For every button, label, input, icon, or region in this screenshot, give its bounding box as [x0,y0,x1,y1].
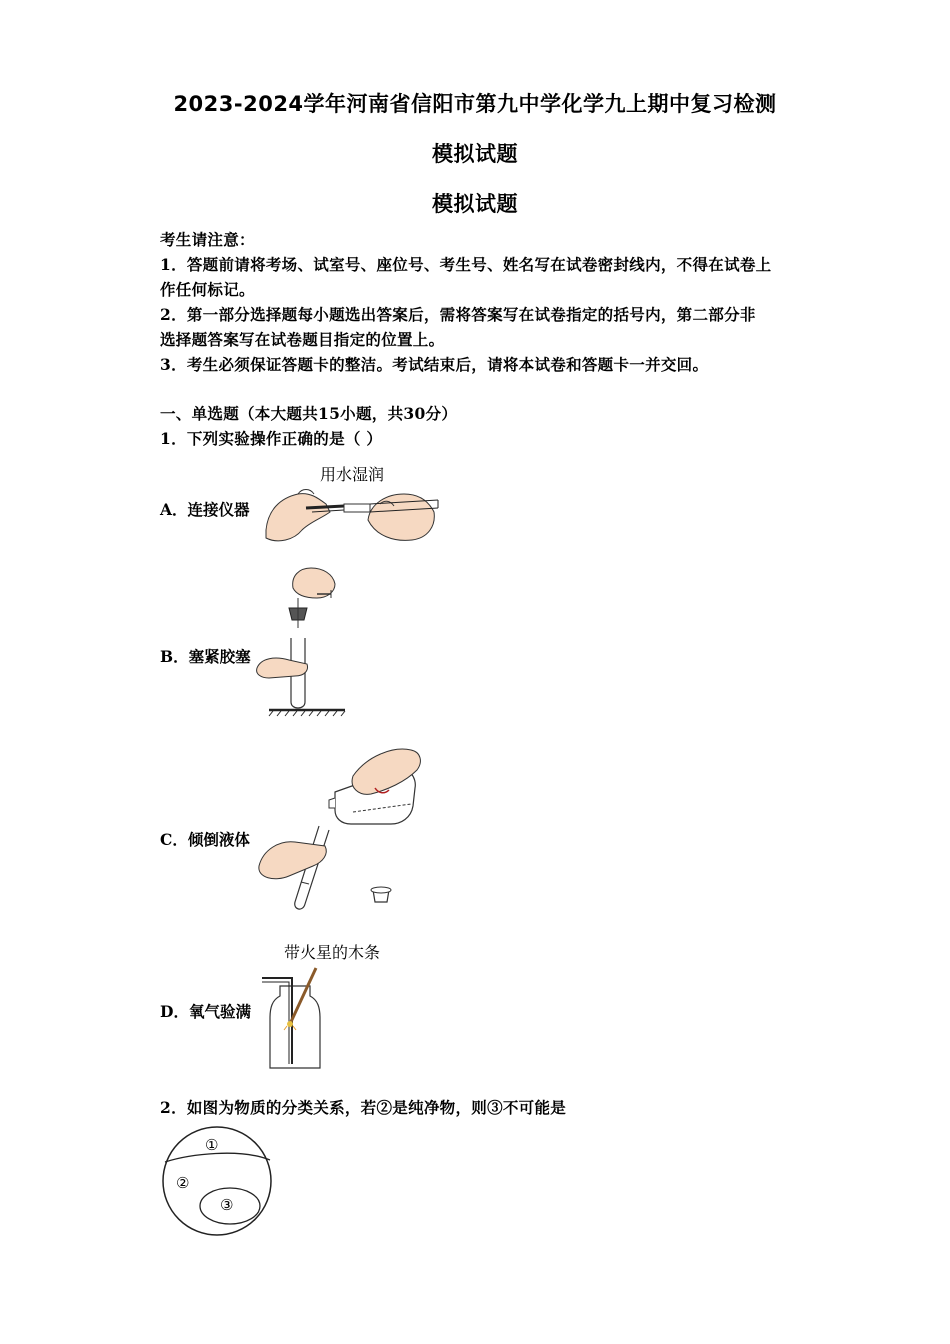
paper-title-line3: 模拟试题 [432,192,518,216]
question-2-stem: 2．如图为物质的分类关系，若②是纯净物，则③不可能是 [160,1098,567,1117]
option-a-figure [258,460,448,550]
option-b-label: B．塞紧胶塞 [160,647,251,666]
oxygen-test-drawing [262,938,412,1078]
option-d-figure [262,938,412,1078]
set-label-1: ① [205,1136,219,1154]
notice-heading: 考生请注意： [160,230,255,249]
option-a-label: A．连接仪器 [160,500,250,519]
notice-item1-b: 作任何标记。 [160,280,255,299]
connect-apparatus-drawing [258,460,448,550]
option-a-caption: 用水湿润 [320,465,385,484]
option-b-figure [255,562,355,722]
option-c-label: C．倾倒液体 [160,830,250,849]
notice-item2-a: 2．第一部分选择题每小题选出答案后，需将答案写在试卷指定的括号内，第二部分非 [160,305,756,324]
section-heading: 一、单选题（本大题共15小题，共30分） [160,404,458,423]
notice-item3: 3．考生必须保证答题卡的整洁。考试结束后，请将本试卷和答题卡一并交回。 [160,355,709,374]
option-d-caption: 带火星的木条 [284,943,381,962]
question-1-stem: 1．下列实验操作正确的是（ ） [160,429,383,448]
pour-liquid-drawing [255,742,425,914]
set-label-2: ② [176,1174,190,1192]
option-c-figure [255,742,425,914]
notice-item1-a: 1．答题前请将考场、试室号、座位号、考生号、姓名写在试卷密封线内，不得在试卷上 [160,255,772,274]
classification-diagram [160,1126,278,1236]
paper-title-line2: 模拟试题 [432,142,518,166]
notice-item2-b: 选择题答案写在试卷题目指定的位置上。 [160,330,445,349]
set-label-3: ③ [220,1196,234,1214]
insert-stopper-drawing [255,562,355,722]
option-d-label: D．氧气验满 [160,1002,251,1021]
paper-title-line1: 2023-2024学年河南省信阳市第九中学化学九上期中复习检测 [173,92,777,116]
